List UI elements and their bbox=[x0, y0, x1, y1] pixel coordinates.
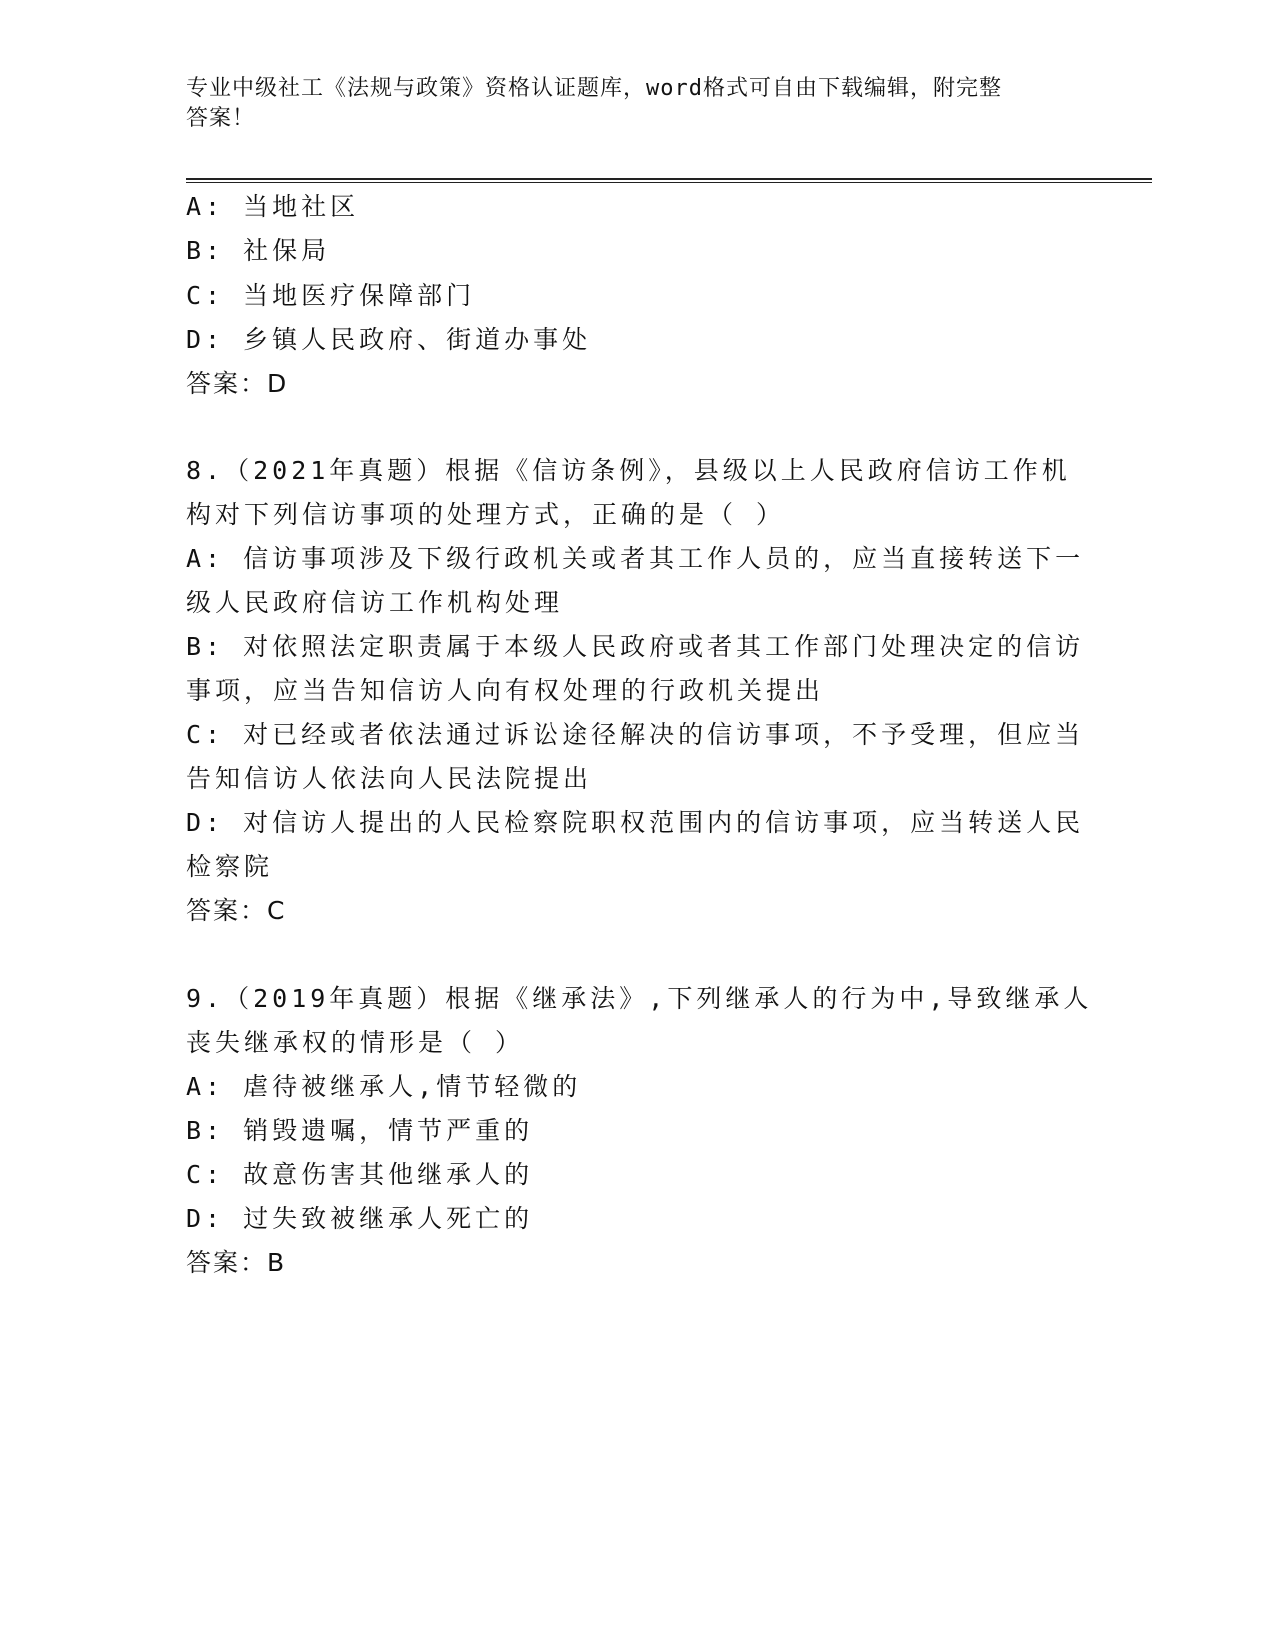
header-divider-thick bbox=[186, 178, 1152, 180]
q7-option-c: C: 当地医疗保障部门 bbox=[186, 281, 476, 310]
q9-option-a: A: 虐待被继承人,情节轻微的 bbox=[186, 1072, 582, 1101]
q8-option-a-line-1: A: 信访事项涉及下级行政机关或者其工作人员的，应当直接转送下一 bbox=[186, 544, 1085, 573]
q8-stem-line-1: 8.（2021年真题）根据《信访条例》，县级以上人民政府信访工作机 bbox=[186, 456, 1071, 485]
q8-option-b-line-1: B: 对依照法定职责属于本级人民政府或者其工作部门处理决定的信访 bbox=[186, 632, 1085, 661]
q7-answer: 答案：D bbox=[186, 369, 289, 398]
q8-option-c-line-1: C: 对已经或者依法通过诉讼途径解决的信访事项，不予受理，但应当 bbox=[186, 720, 1085, 749]
q8-option-d-line-2: 检察院 bbox=[186, 852, 274, 881]
q9-stem-line-2: 丧失继承权的情形是（ ） bbox=[186, 1028, 525, 1057]
q9-stem-line-1: 9.（2019年真题）根据《继承法》,下列继承人的行为中,导致继承人 bbox=[186, 984, 1093, 1013]
q9-answer: 答案：B bbox=[186, 1248, 287, 1277]
q8-option-b-line-2: 事项，应当告知信访人向有权处理的行政机关提出 bbox=[186, 676, 825, 705]
header-line-1: 专业中级社工《法规与政策》资格认证题库，word格式可自由下载编辑，附完整 bbox=[186, 76, 1002, 101]
header-line-2: 答案！ bbox=[186, 106, 256, 131]
q9-option-b: B: 销毁遗嘱，情节严重的 bbox=[186, 1116, 534, 1145]
q8-option-d-line-1: D: 对信访人提出的人民检察院职权范围内的信访事项，应当转送人民 bbox=[186, 808, 1085, 837]
q9-option-c: C: 故意伤害其他继承人的 bbox=[186, 1160, 534, 1189]
q7-option-a: A: 当地社区 bbox=[186, 192, 360, 221]
q8-option-a-line-2: 级人民政府信访工作机构处理 bbox=[186, 588, 564, 617]
q7-option-b: B: 社保局 bbox=[186, 236, 331, 265]
q8-option-c-line-2: 告知信访人依法向人民法院提出 bbox=[186, 764, 593, 793]
q7-option-d: D: 乡镇人民政府、街道办事处 bbox=[186, 325, 592, 354]
q9-option-d: D: 过失致被继承人死亡的 bbox=[186, 1204, 534, 1233]
q8-stem-line-2: 构对下列信访事项的处理方式，正确的是（ ） bbox=[186, 500, 786, 529]
document-header bbox=[186, 74, 1066, 134]
q8-answer: 答案：C bbox=[186, 896, 287, 925]
header-divider-thin bbox=[186, 182, 1152, 183]
